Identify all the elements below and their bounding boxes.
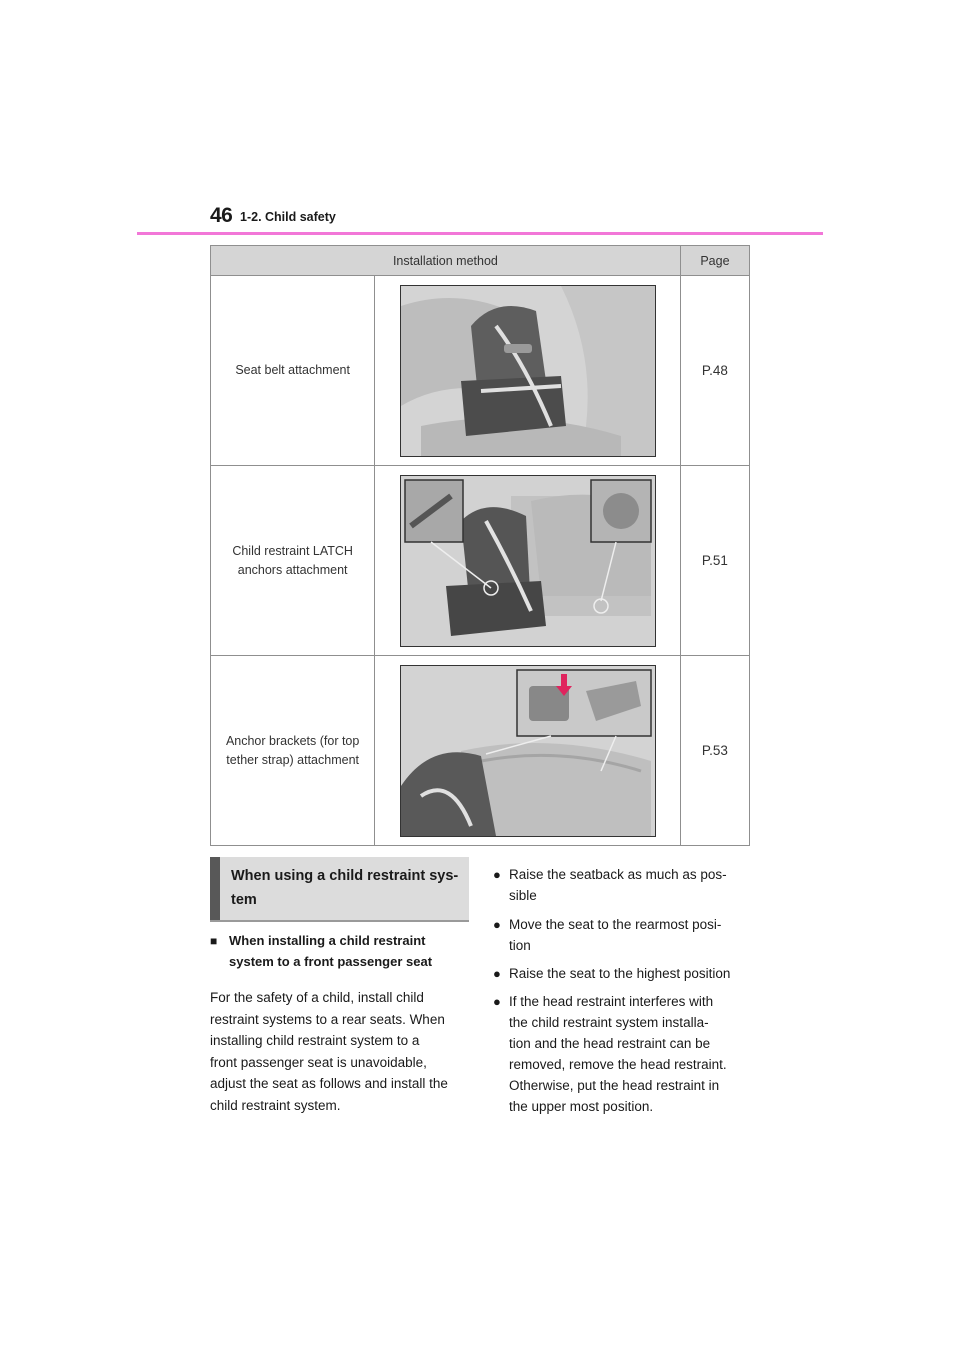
body-line: installing child restraint system to a [210, 1033, 420, 1048]
bullet-line: Otherwise, put the head restraint in [509, 1078, 720, 1093]
page-reference: P.48 [701, 363, 728, 378]
anchor-brackets-illustration [400, 665, 656, 837]
anchor-bracket-illustration-graphic [401, 666, 655, 836]
bullet-line: Move the seat to the rearmost posi- [509, 917, 722, 932]
bullet-line: Raise the seatback as much as pos- [509, 867, 727, 882]
body-line: child restraint system. [210, 1097, 341, 1113]
body-paragraph [210, 987, 475, 1116]
section-title: 1-2. Child safety [240, 210, 336, 224]
header-rule [137, 232, 823, 235]
latch-illustration-graphic [401, 476, 655, 646]
method-label: Child restraint LATCH [232, 543, 353, 558]
column-header-method: Installation method [211, 246, 681, 276]
bullet-line: tion and the head restraint can be [509, 1036, 711, 1051]
method-cell [211, 276, 375, 466]
illustration-cell [375, 276, 681, 466]
bullet-dot-icon: ● [493, 966, 501, 981]
method-label: tether strap) attachment [226, 752, 359, 767]
bullet-dot-icon: ● [493, 917, 501, 932]
section-heading-line: tem [231, 892, 257, 908]
method-label: Anchor brackets (for top [225, 733, 360, 748]
section-heading-line: When using a child restraint sys- [231, 868, 459, 884]
page-ref-cell [680, 466, 749, 656]
table-row [211, 656, 750, 846]
bullet-line: the child restraint system installa- [509, 1015, 709, 1030]
section-heading [210, 857, 469, 921]
seat-belt-attachment-illustration [400, 285, 656, 457]
table-row [211, 276, 750, 466]
bullet-line: Raise the seat to the highest position [509, 966, 731, 981]
body-line: restraint systems to a rear seats. When [210, 1011, 445, 1027]
body-line: For the safety of a child, install child [210, 990, 424, 1005]
page-reference: P.53 [701, 743, 728, 758]
illustration-cell [375, 466, 681, 656]
table-row [211, 466, 750, 656]
method-cell [211, 466, 375, 656]
seat-belt-illustration-graphic [401, 286, 655, 456]
column-header-page: Page [680, 246, 749, 276]
bullet-dot-icon: ● [493, 867, 501, 882]
page-ref-cell [680, 276, 749, 466]
bullet-line: tion [509, 938, 531, 953]
installation-method-table [210, 245, 750, 846]
illustration-cell [375, 656, 681, 846]
body-line: adjust the seat as follows and install the [210, 1076, 448, 1091]
method-label: anchors attachment [237, 562, 348, 577]
table-header-row [211, 246, 750, 276]
subheading-line: When installing a child restraint [229, 933, 426, 948]
page-number: 46 [210, 204, 233, 227]
method-cell [211, 656, 375, 846]
page-ref-cell [680, 656, 749, 846]
page-reference: P.51 [701, 553, 728, 568]
bullet-line: sible [509, 888, 537, 903]
latch-anchors-illustration [400, 475, 656, 647]
bullet-line: the upper most position. [509, 1099, 654, 1114]
square-bullet-icon: ■ [210, 934, 218, 948]
bullet-dot-icon: ● [493, 994, 501, 1009]
method-label: Seat belt attachment [235, 363, 350, 377]
bullet-line: removed, remove the head restraint. [509, 1057, 727, 1072]
section-heading-underline [210, 920, 469, 922]
body-line: front passenger seat is unavoidable, [210, 1054, 427, 1070]
subheading-line: system to a front passenger seat [229, 954, 433, 969]
bullet-line: If the head restraint interferes with [509, 994, 714, 1009]
